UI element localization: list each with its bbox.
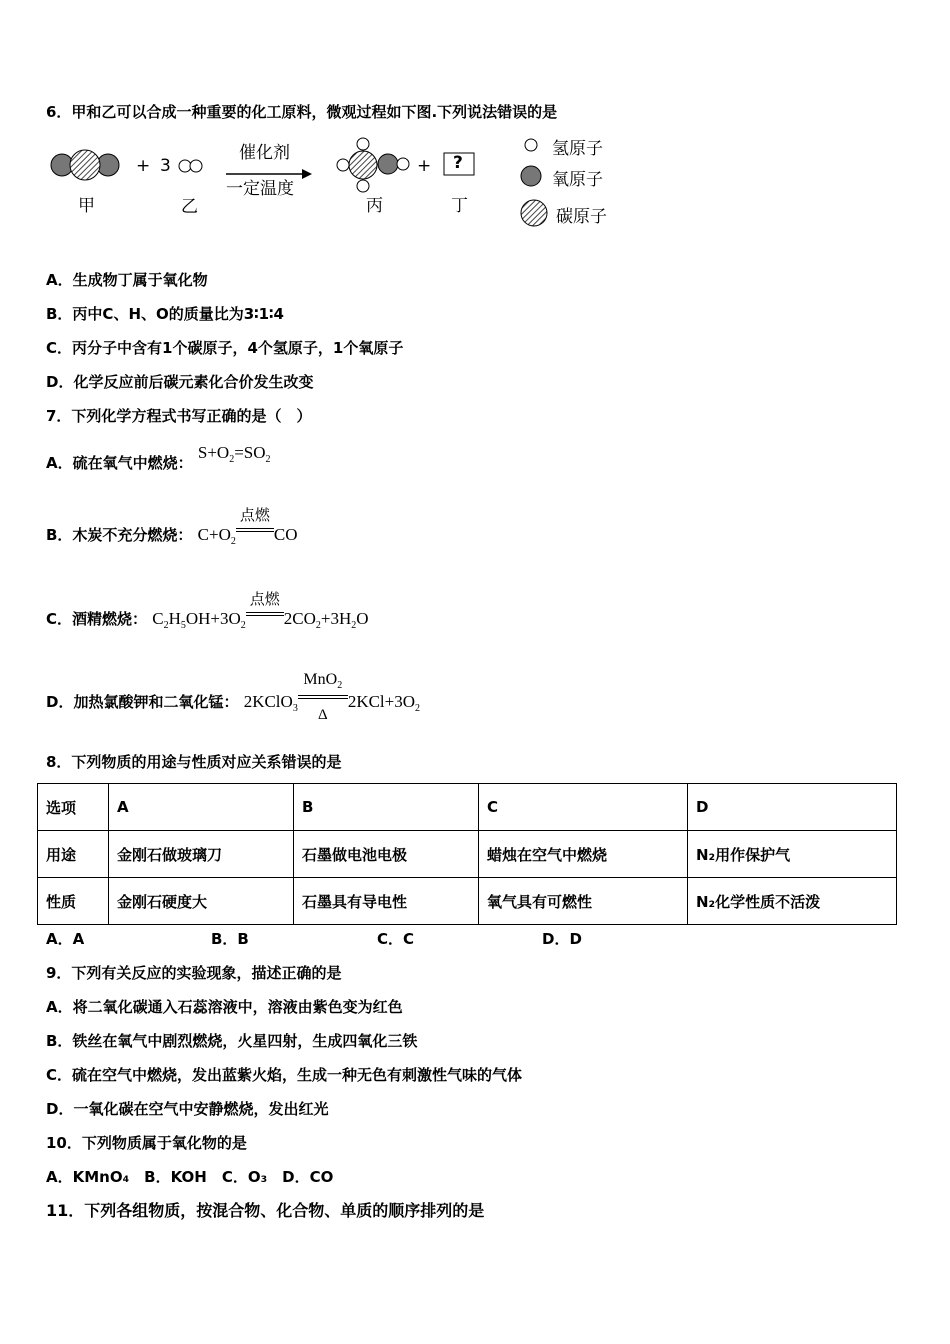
q9-option-a: A．将二氧化碳通入石蕊溶液中，溶液由紫色变为红色 — [46, 998, 403, 1016]
table-cell: 石墨具有导电性 — [294, 878, 479, 925]
table-cell: N₂化学性质不活泼 — [688, 878, 897, 925]
table-cell: 选项 — [38, 784, 109, 831]
plus-sign-2: + — [417, 156, 432, 176]
table-cell: B — [294, 784, 479, 831]
label-yi: 乙 — [181, 197, 198, 217]
q7-option-a — [46, 443, 271, 480]
label-jia: 甲 — [78, 196, 95, 216]
q11-stem: 11．下列各组物质，按混合物、化合物、单质的顺序排列的是 — [46, 1201, 485, 1220]
q9-option-c: C．硫在空气中燃烧，发出蓝紫火焰，生成一种无色有刺激性气味的气体 — [46, 1066, 523, 1084]
equation-c: $C_2H_5OH+3O_2$ 点燃 $2CO_2+3H_2O$ — [152, 592, 369, 631]
table-row — [38, 784, 897, 831]
coefficient: 3 — [160, 156, 171, 176]
carbon-atom-icon — [521, 200, 547, 226]
table-row — [38, 878, 897, 925]
table-cell: 蜡烛在空气中燃烧 — [479, 831, 688, 878]
q7-a-label: A．硫在氧气中燃烧： — [46, 454, 193, 472]
oxygen-atom-icon — [521, 166, 541, 186]
q9-stem: 9．下列有关反应的实验现象，描述正确的是 — [46, 964, 342, 982]
q6-option-d: D．化学反应前后碳元素化合价发生改变 — [46, 373, 314, 391]
condition-catalyst-mno2: MnO — [303, 671, 338, 689]
equation-b: $C+O_2$ 点燃 CO — [197, 508, 298, 547]
label-ding: 丁 — [451, 196, 468, 216]
table-cell: 石墨做电池电极 — [294, 831, 479, 878]
q8-table — [37, 783, 897, 925]
q7-option-b — [46, 508, 298, 552]
q7-b-label: B．木炭不充分燃烧： — [46, 526, 193, 544]
table-cell: C — [479, 784, 688, 831]
q6-stem: 6．甲和乙可以合成一种重要的化工原料，微观过程如下图.下列说法错误的是 — [46, 103, 558, 121]
condition-heat: Δ — [317, 707, 328, 724]
label-bing: 丙 — [366, 196, 383, 216]
bing-molecule — [337, 138, 409, 192]
q7-c-label: C．酒精燃烧： — [46, 610, 148, 628]
q7-stem: 7．下列化学方程式书写正确的是（ ） — [46, 407, 312, 425]
q8-stem: 8．下列物质的用途与性质对应关系错误的是 — [46, 753, 342, 771]
q10-options: A．KMnO₄ B．KOH C．O₃ D．CO — [46, 1168, 334, 1186]
equation-d: 2KClO$_3$ MnO$_2$ Δ $2KCl+3O_2$ — [243, 671, 421, 724]
q10-stem: 10．下列物质属于氧化物的是 — [46, 1134, 247, 1152]
hydrogen-atom-icon — [525, 139, 537, 151]
molecule-diagram-svg — [40, 135, 640, 230]
table-cell: 性质 — [38, 878, 109, 925]
plus-sign: + — [136, 156, 151, 176]
legend-carbon: 碳原子 — [556, 207, 607, 227]
table-cell: 金刚石做玻璃刀 — [109, 831, 294, 878]
table-cell: N₂用作保护气 — [688, 831, 897, 878]
q6-option-a: A．生成物丁属于氧化物 — [46, 271, 208, 289]
equation-a: $S+O_2=SO_2$ — [197, 443, 271, 465]
table-cell: 用途 — [38, 831, 109, 878]
legend-oxygen: 氧原子 — [552, 170, 603, 190]
q7-option-d — [46, 671, 421, 724]
reaction-diagram — [40, 135, 640, 230]
q9-option-d: D．一氧化碳在空气中安静燃烧，发出红光 — [46, 1100, 329, 1118]
table-cell: 氧气具有可燃性 — [479, 878, 688, 925]
q9-option-b: B．铁丝在氧气中剧烈燃烧，火星四射，生成四氧化三铁 — [46, 1032, 418, 1050]
q8-answer-c: C．C — [377, 930, 415, 948]
table-cell: 金刚石硬度大 — [109, 878, 294, 925]
q8-answer-a: A．A — [46, 930, 85, 948]
q7-d-label: D．加热氯酸钾和二氧化锰： — [46, 693, 239, 711]
q6-option-c: C．丙分子中含有1个碳原子，4个氢原子，1个氧原子 — [46, 339, 404, 357]
unknown-mark: ? — [453, 153, 463, 173]
condition-catalyst: 催化剂 — [239, 143, 290, 163]
condition-ignite-2: 点燃 — [249, 592, 280, 609]
q7-option-c — [46, 592, 369, 636]
legend-hydrogen: 氢原子 — [552, 139, 603, 159]
q6-option-b: B．丙中C、H、O的质量比为3∶1∶4 — [46, 305, 284, 323]
yi-molecule — [179, 160, 202, 172]
table-row — [38, 831, 897, 878]
condition-temperature: 一定温度 — [226, 179, 294, 199]
q8-answer-d: D．D — [542, 930, 582, 948]
table-cell: D — [688, 784, 897, 831]
table-cell: A — [109, 784, 294, 831]
q8-answer-b: B．B — [211, 930, 249, 948]
jia-molecule — [51, 150, 119, 180]
condition-ignite: 点燃 — [239, 508, 270, 525]
